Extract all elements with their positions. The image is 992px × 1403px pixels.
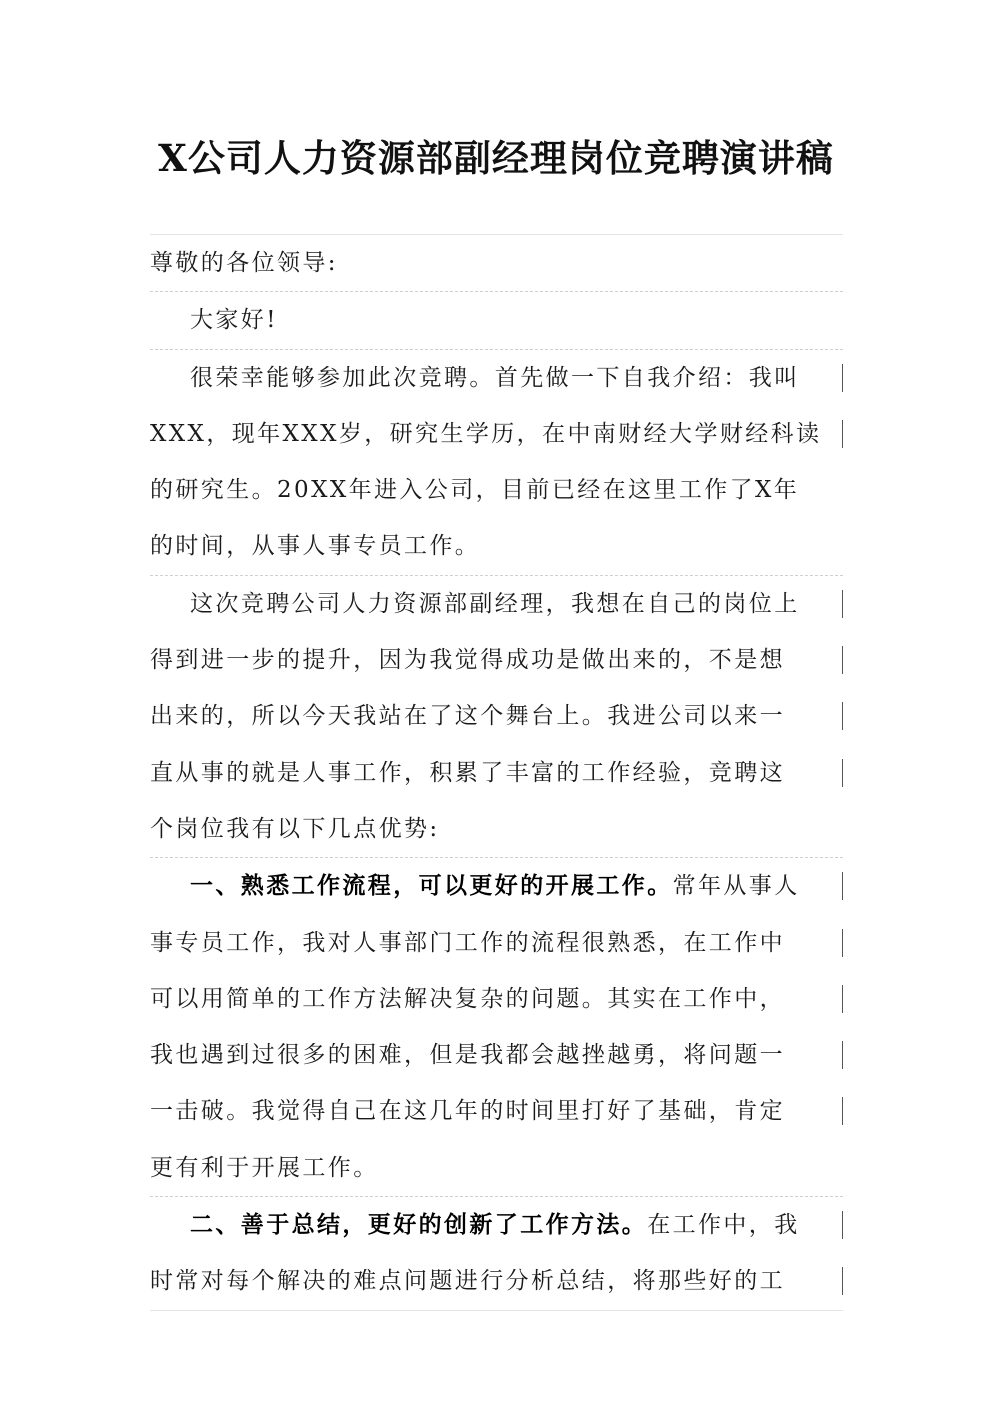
text-line: 出来的，所以今天我站在了这个舞台上。我进公司以来一 — [150, 688, 839, 744]
greeting-line: 大家好! — [190, 307, 278, 334]
text-line: 一击破。我觉得自己在这几年的时间里打好了基础，肯定 — [150, 1083, 839, 1139]
text-span: 在工作中，我 — [647, 1212, 800, 1239]
text-line: 这次竞聘公司人力资源部副经理，我想在自己的岗位上 — [150, 576, 839, 632]
text-line: 可以用简单的工作方法解决复杂的问题。其实在工作中， — [150, 971, 839, 1027]
intro-paragraph — [150, 349, 843, 575]
text-line — [150, 858, 839, 914]
advantage-two-paragraph — [150, 1196, 843, 1311]
advantage-two-heading: 二、善于总结，更好的创新了工作方法。 — [190, 1211, 648, 1239]
text-line: 时常对每个解决的难点问题进行分析总结，将那些好的工 — [150, 1253, 839, 1309]
text-line: 我也遇到过很多的困难，但是我都会越挫越勇，将问题一 — [150, 1027, 839, 1083]
salutation-paragraph — [150, 234, 843, 291]
text-line: 个岗位我有以下几点优势: — [150, 815, 440, 842]
text-line: 的研究生。20XX年进入公司，目前已经在这里工作了X年 — [150, 477, 800, 504]
text-line — [150, 1197, 839, 1253]
motivation-paragraph — [150, 575, 843, 857]
document-body — [150, 234, 843, 1311]
text-line: 直从事的就是人事工作，积累了丰富的工作经验，竞聘这 — [150, 745, 839, 801]
text-line: 很荣幸能够参加此次竞聘。首先做一下自我介绍：我叫 — [150, 350, 839, 406]
text-line: 事专员工作，我对人事部门工作的流程很熟悉，在工作中 — [150, 915, 839, 971]
document-title: X公司人力资源部副经理岗位竞聘演讲稿 — [158, 136, 834, 180]
salutation-line: 尊敬的各位领导: — [150, 250, 338, 276]
text-line: 的时间，从事人事专员工作。 — [150, 533, 481, 560]
text-line: XXX，现年XXX岁，研究生学历，在中南财经大学财经科读 — [150, 406, 839, 462]
advantage-one-heading: 一、熟悉工作流程，可以更好的开展工作。 — [190, 872, 673, 900]
greeting-paragraph — [150, 291, 843, 348]
advantage-one-paragraph — [150, 857, 843, 1196]
text-line: 得到进一步的提升，因为我觉得成功是做出来的，不是想 — [150, 632, 839, 688]
text-line: 更有利于开展工作。 — [150, 1154, 379, 1181]
text-span: 常年从事人 — [672, 873, 800, 900]
